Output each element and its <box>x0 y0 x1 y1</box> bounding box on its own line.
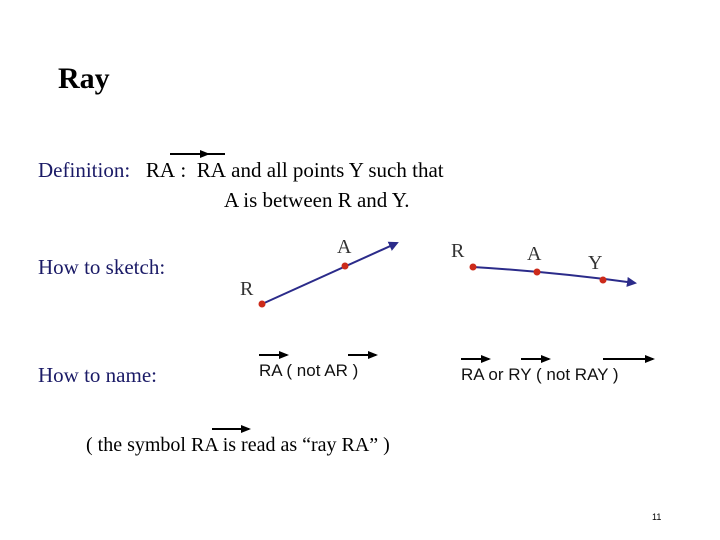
point-y-dot-2 <box>600 277 607 284</box>
segment-symbol-text: RA <box>196 158 226 182</box>
definition-colon: : <box>180 158 187 182</box>
naming-example-2 <box>461 365 619 385</box>
note-suffix: is read as “ray RA” ) <box>222 434 390 456</box>
ray-ray-line-2 <box>473 267 635 283</box>
sketch-label: How to sketch: <box>38 255 166 279</box>
point-r-dot-1 <box>259 301 266 308</box>
slide-title: Ray <box>58 62 110 95</box>
ray-symbol-text: RA <box>145 158 176 182</box>
symbol-note <box>86 434 390 457</box>
definition-label: Definition: <box>38 158 131 182</box>
naming-example-1 <box>259 361 358 381</box>
note-symbol: RA <box>191 434 218 456</box>
page-number: 11 <box>652 512 662 522</box>
point-a-dot-1 <box>342 263 349 270</box>
point-y-label-2: Y <box>588 252 603 274</box>
point-a-label-1: A <box>337 236 352 258</box>
ex2-ray-ray: RAY <box>574 365 609 384</box>
ex1-ray-ar: AR <box>324 361 348 380</box>
note-prefix: ( the symbol <box>86 434 186 456</box>
ex2-ray-ry: RY <box>508 365 532 384</box>
point-r-dot-2 <box>470 264 477 271</box>
ex2-ray-ra: RA <box>461 365 484 384</box>
definition-text: and all points Y such that <box>231 158 444 182</box>
point-r-label-2: R <box>451 240 465 262</box>
definition-line-2: A is between R and Y. <box>224 188 410 212</box>
ex1-ray-ra: RA <box>259 361 282 380</box>
point-a-label-2: A <box>527 243 542 265</box>
name-label: How to name: <box>38 363 157 387</box>
ex2-close: ) <box>612 365 619 384</box>
ex2-or: or <box>488 365 504 384</box>
point-r-label-1: R <box>240 278 254 300</box>
ray-ra-line-1 <box>262 243 397 304</box>
ex2-open: ( not <box>536 365 571 384</box>
ex1-open: ( not <box>286 361 321 380</box>
ex1-close: ) <box>352 361 359 380</box>
point-a-dot-2 <box>534 269 541 276</box>
